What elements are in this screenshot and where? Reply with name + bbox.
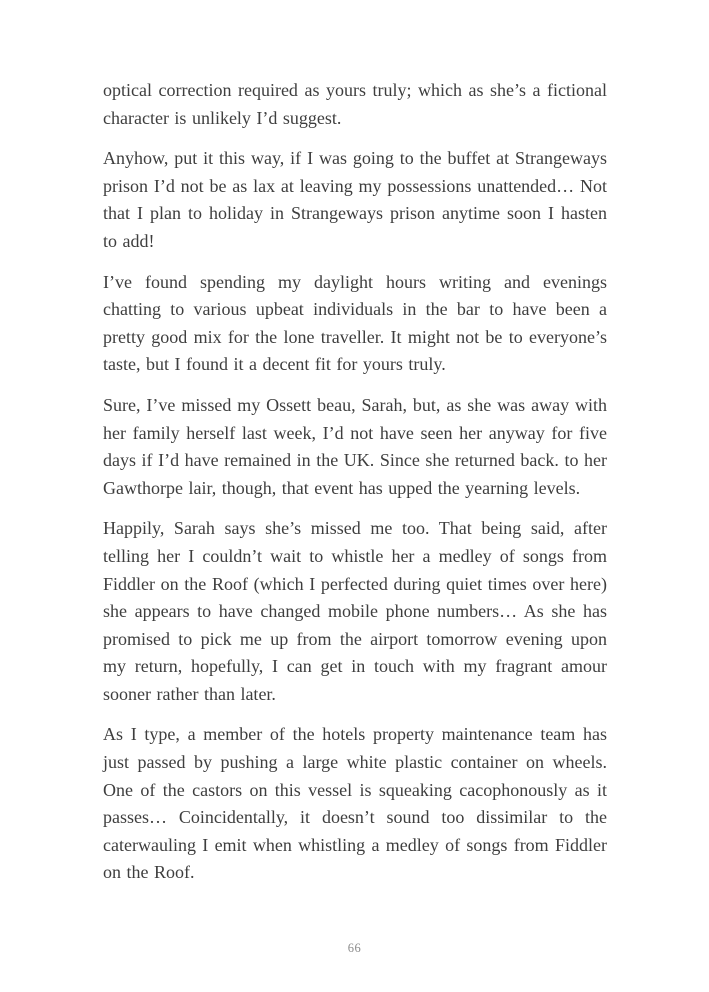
paragraph: Anyhow, put it this way, if I was going to the buffet at Strangeways prison I’d not be as lax at leaving my possessions unattended… Not that I plan to holiday in Strangeways prison anytime soon I hasten to add!	[103, 148, 607, 251]
page-number: 66	[347, 941, 362, 955]
paragraph: I’ve found spending my daylight hours writing and evenings chatting to various upbeat individuals in the bar to have been a pretty good mix for the lone traveller. It might not be to everyone’s taste, but I found it a decent fit for yours truly.	[103, 271, 607, 375]
page-text-block	[103, 77, 607, 887]
paragraph: As I type, a member of the hotels property maintenance team has just passed by pushing a large white plastic container on wheels. One of the castors on this vessel is squeaking cacophonously as it passes… Coincidentally, it doesn’t sound too dissimilar to the caterwauling I emit when whistling a medley of songs from Fiddler on the Roof.	[103, 724, 607, 883]
paragraph: Sure, I’ve missed my Ossett beau, Sarah, but, as she was away with her family herself last week, I’d not have seen her anyway for five days if I’d have remained in the UK. Since she returned back. to her Gawthorpe lair, though, that event has upped the yearning levels.	[103, 394, 607, 498]
paragraph: optical correction required as yours truly; which as she’s a fictional character is unlikely I’d suggest.	[103, 80, 607, 128]
paragraph: Happily, Sarah says she’s missed me too. That being said, after telling her I couldn’t wait to whistle her a medley of songs from Fiddler on the Roof (which I perfected during quiet times over here) she appears to have changed mobile phone numbers… As she has promised to pick me up from the airport tomorrow evening upon my return, hopefully, I can get in touch with my fragrant amour sooner rather than later.	[103, 518, 607, 704]
